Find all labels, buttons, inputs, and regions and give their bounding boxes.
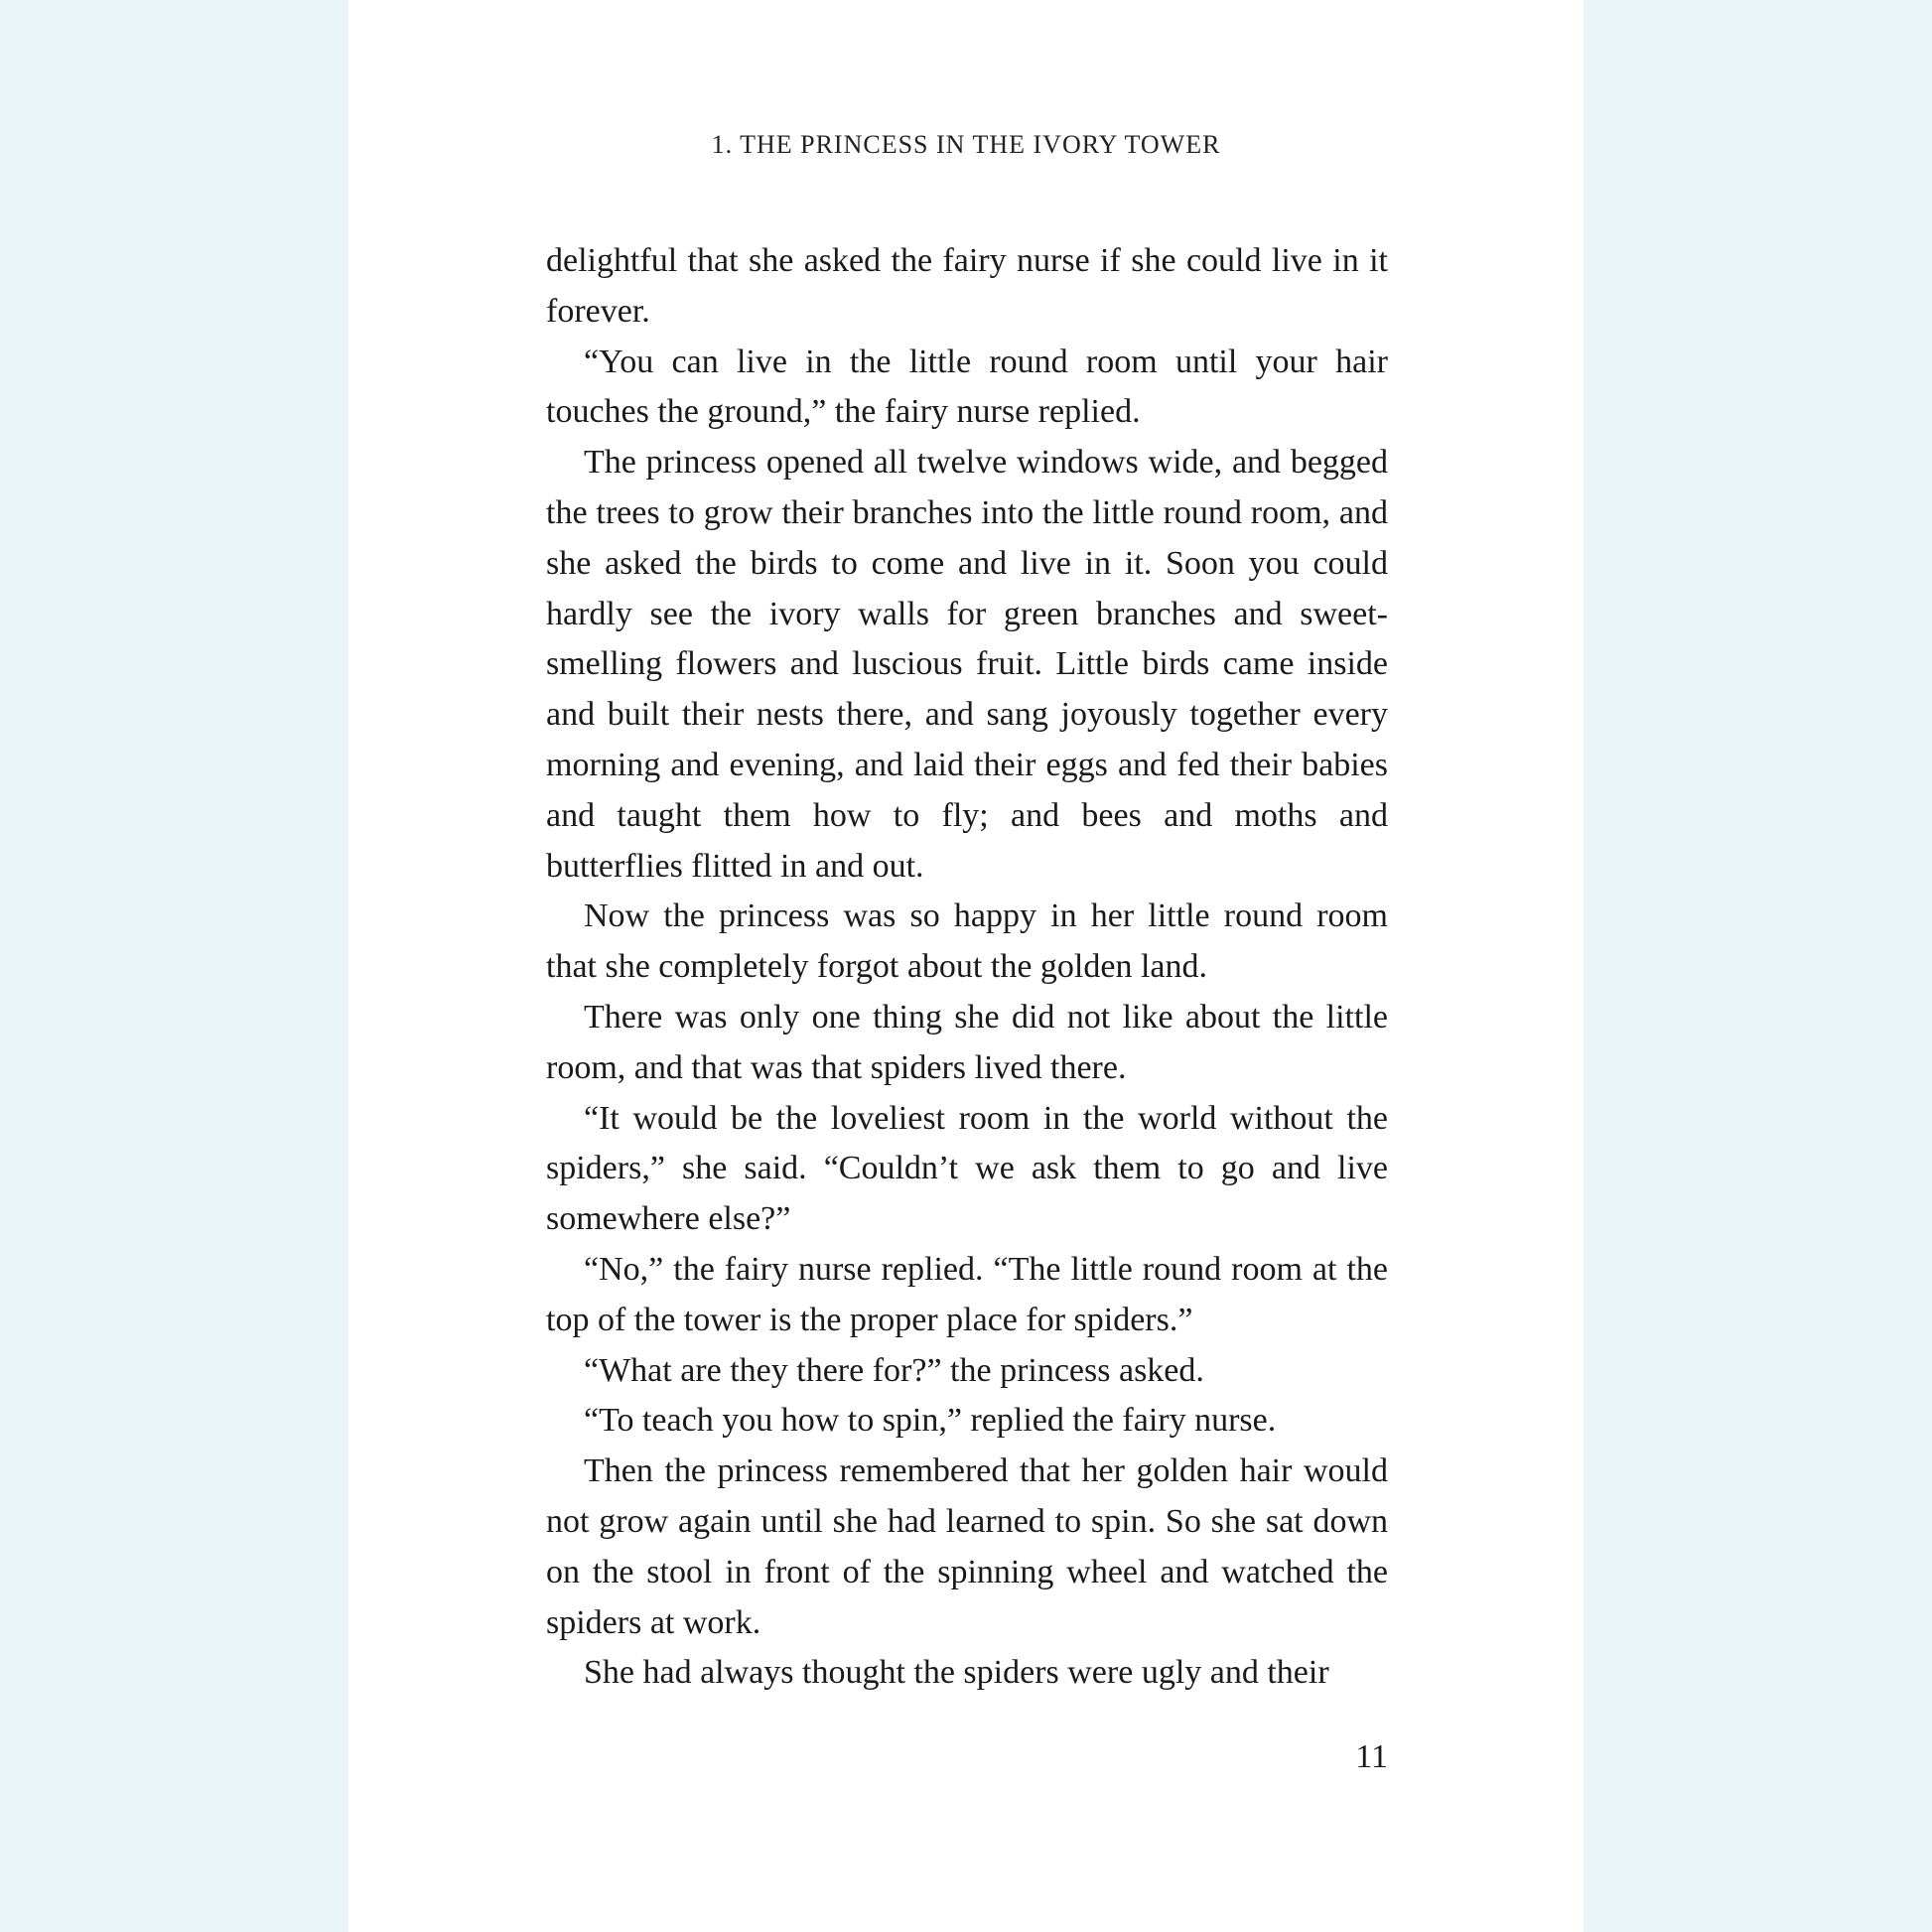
paragraph: Now the princess was so happy in her little round room that she completely forgot about the golden land. — [546, 897, 1388, 986]
book-page — [348, 0, 1584, 1932]
paragraph: Then the princess remembered that her golden hair would not grow again until she had learned to spin. So she sat down on the stool in front of the spinning wheel and watched the spiders at work. — [546, 1452, 1388, 1641]
paragraph: “To teach you how to spin,” replied the fairy nurse. — [584, 1402, 1277, 1440]
body-text — [546, 236, 1388, 1699]
running-header: 1. THE PRINCESS IN THE IVORY TOWER — [711, 130, 1221, 159]
paragraph: “What are they there for?” the princess asked. — [584, 1351, 1204, 1389]
paragraph: There was only one thing she did not like about the little room, and that was that spiders lived there. — [546, 998, 1388, 1086]
paragraph: “No,” the fairy nurse replied. “The little round room at the top of the tower is the proper place for spiders.” — [546, 1250, 1388, 1338]
page-number: 11 — [1355, 1738, 1388, 1775]
paragraph: “It would be the loveliest room in the world without the spiders,” she said. “Couldn’t we ask them to go and live somewhere else?” — [546, 1099, 1388, 1238]
paragraph: She had always thought the spiders were ugly and their — [584, 1654, 1329, 1692]
paragraph: The princess opened all twelve windows wide, and begged the trees to grow their branches into the little round room, and she asked the birds to come and live in it. Soon you could hardly see the ivory walls for green branches and sweet-smelling flowers and luscious fruit. Little birds came inside and built their nests there, and sang joyously together every morning and evening, and laid their eggs and fed their babies and taught them how to fly; and bees and moths and butterflies flitted in and out. — [546, 444, 1388, 885]
paragraph: delightful that she asked the fairy nurse if she could live in it forever. — [546, 242, 1388, 330]
paragraph: “You can live in the little round room until your hair touches the ground,” the fairy nurse replied. — [546, 343, 1388, 431]
